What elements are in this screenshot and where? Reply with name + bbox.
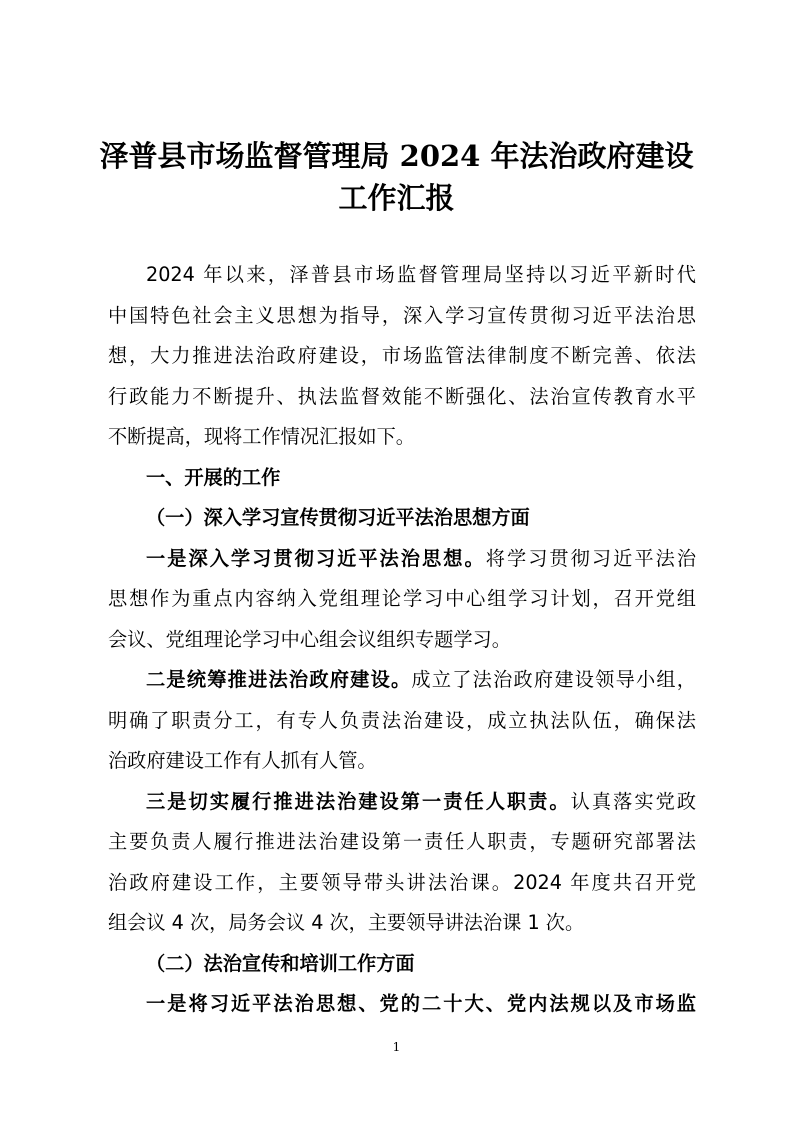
paragraph-3-rest: 认真落实党政 [570,789,696,813]
document-body [108,255,696,1025]
paragraph-3-line-3: 治政府建设工作，主要领导带头讲法治课。2024 年度共召开党 [108,870,696,894]
paragraph-3-lead: 三是切实履行推进法治建设第一责任人职责。 [146,789,571,813]
paragraph-2 [108,660,696,782]
paragraph-4-line-1: 一是将习近平法治思想、党的二十大、党内法规以及市场监 [146,992,696,1015]
document-title-line-1: 泽普县市场监督管理局 2024 年法治政府建设 [99,139,694,173]
paragraph-1-line-3: 会议、党组理论学习中心组会议组织专题学习。 [108,627,511,651]
paragraph-4 [108,984,696,1025]
subsection-heading-1: （一）深入学习宣传贯彻习近平法治思想方面 [146,506,530,529]
paragraph-2-line-3: 治政府建设工作有人抓有人管。 [108,749,377,772]
paragraph-1-line-1 [108,539,696,580]
paragraph-2-rest: 成立了法治政府建设领导小组， [411,668,696,691]
paragraph-3 [108,782,696,944]
page-number: 1 [392,1040,401,1054]
paragraph-2-line-2: 明确了职责分工，有专人负责法治建设，成立执法队伍，确保法 [108,708,696,732]
paragraph-3-line-1 [108,782,696,823]
subsection-heading-2: （二）法治宣传和培训工作方面 [146,951,415,975]
paragraph-3-line-4: 组会议 4 次，局务会议 4 次，主要领导讲法治课 1 次。 [108,911,585,934]
paragraph-2-line-1 [108,660,696,701]
paragraph-3-line-2: 主要负责人履行推进法治建设第一责任人职责，专题研究部署法 [108,830,696,853]
intro-line-1: 2024 年以来，泽普县市场监督管理局坚持以习近平新时代 [146,263,696,286]
intro-paragraph [108,255,696,458]
intro-line-4: 行政能力不断提升、执法监督效能不断强化、法治宣传教育水平 [108,384,696,408]
paragraph-1-lead: 一是深入学习贯彻习近平法治思想。 [146,546,486,570]
intro-line-2: 中国特色社会主义思想为指导，深入学习宣传贯彻习近平法治思 [108,303,696,327]
document-title-line-2: 工作汇报 [338,181,455,215]
paragraph-2-lead: 二是统筹推进法治政府建设。 [146,668,412,691]
section-heading-1: 一、开展的工作 [146,465,281,489]
paragraph-1 [108,539,696,661]
paragraph-1-rest: 将学习贯彻习近平法治 [485,546,696,570]
intro-line-3: 想，大力推进法治政府建设，市场监管法律制度不断完善、依法 [108,344,696,367]
paragraph-1-line-2: 思想作为重点内容纳入党组理论学习中心组学习计划，召开党组 [108,587,696,610]
intro-line-5: 不断提高，现将工作情况汇报如下。 [108,425,415,448]
